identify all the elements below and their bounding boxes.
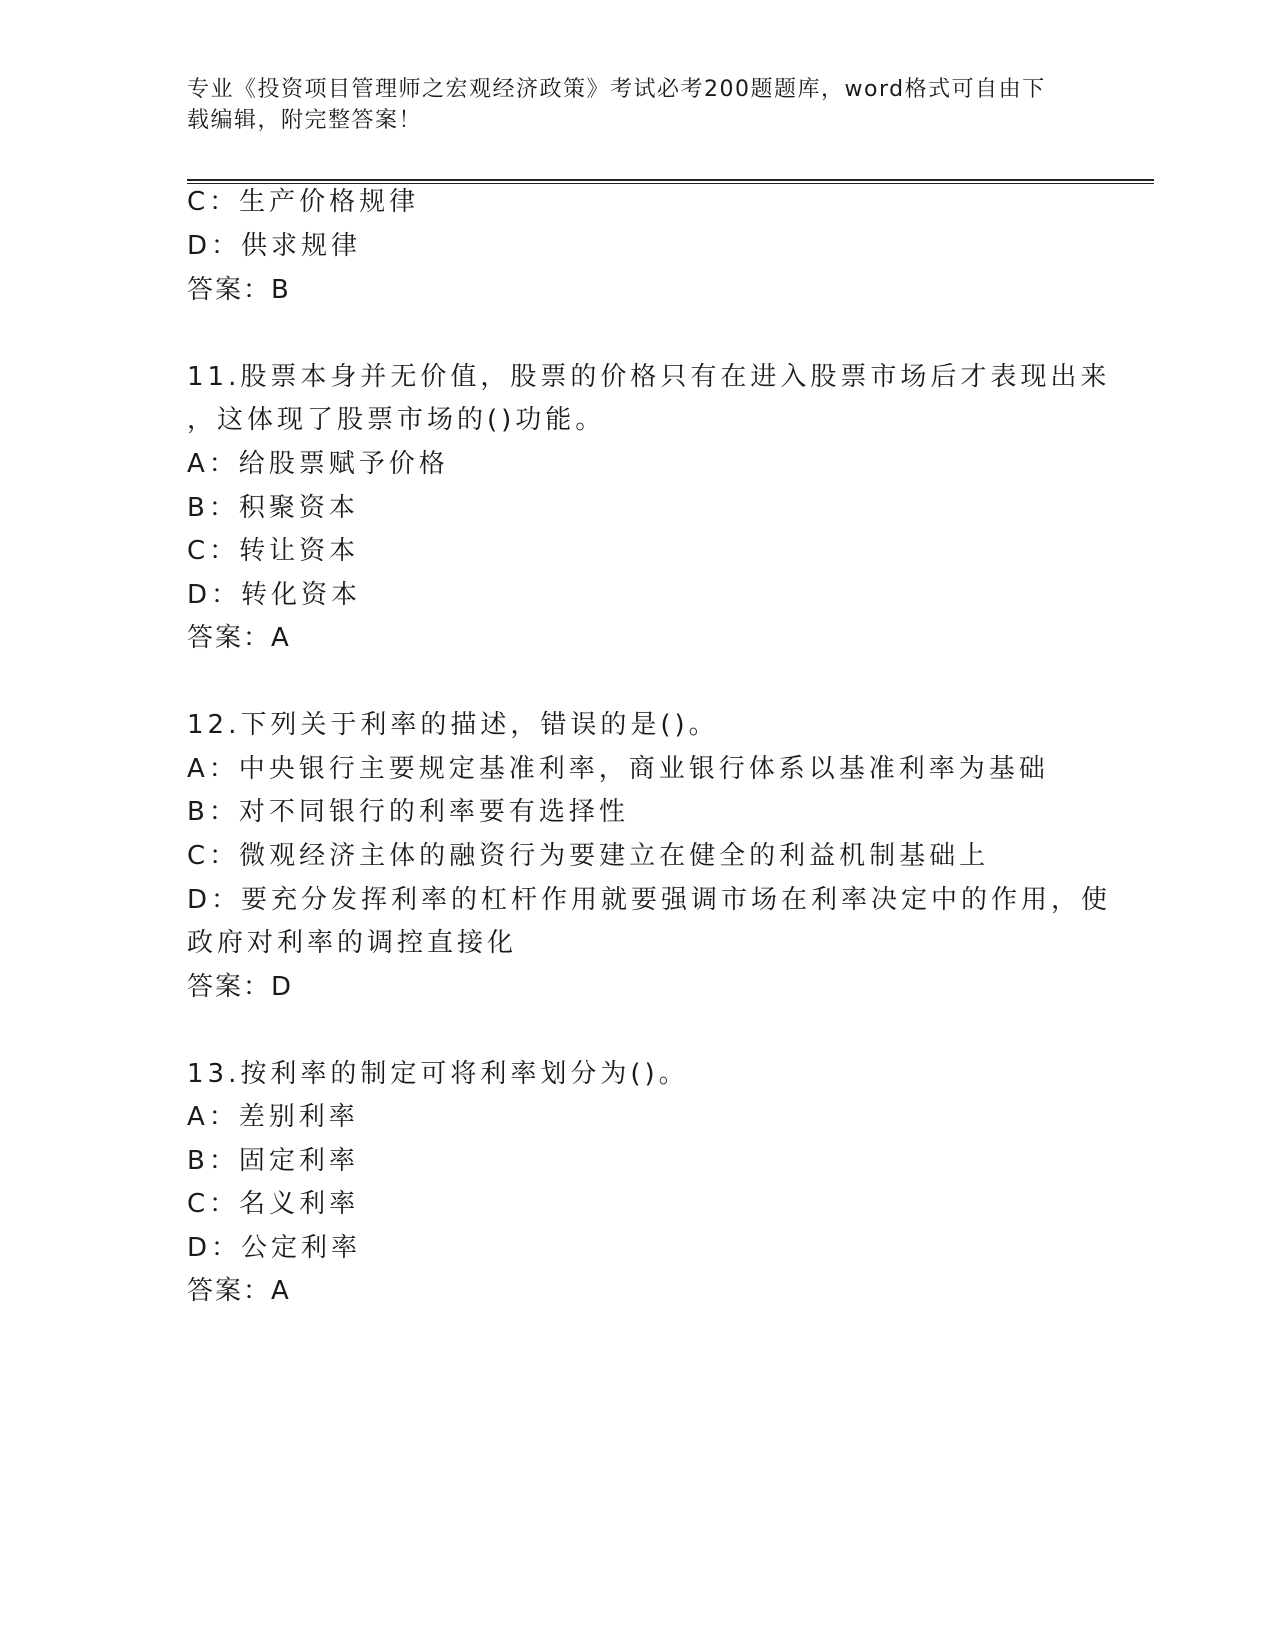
page-header-title: 专业《投资项目管理师之宏观经济政策》考试必考200题题库，word格式可自由下载编辑，附完整答案！	[187, 77, 1046, 133]
question-12-option-d: D：要充分发挥利率的杠杆作用就要强调市场在利率决定中的作用，使	[187, 885, 1112, 915]
question-11-option-c: C：转让资本	[187, 536, 360, 566]
question-13-stem: 13.按利率的制定可将利率划分为()。	[187, 1059, 689, 1089]
answer: 答案：B	[187, 275, 291, 305]
question-12-option-c: C：微观经济主体的融资行为要建立在健全的利益机制基础上	[187, 841, 990, 871]
question-11-option-b: B：积聚资本	[187, 493, 359, 523]
question-12-option-b: B：对不同银行的利率要有选择性	[187, 797, 629, 827]
question-13-option-b: B：固定利率	[187, 1146, 359, 1176]
question-12-option-a: A：中央银行主要规定基准利率，商业银行体系以基准利率为基础	[187, 754, 1049, 784]
question-13-option-a: A：差别利率	[187, 1102, 359, 1132]
question-13-option-c: C：名义利率	[187, 1189, 360, 1219]
question-11-stem: 11.股票本身并无价值，股票的价格只有在进入股票市场后才表现出来	[187, 362, 1111, 392]
question-12-stem: 12.下列关于利率的描述，错误的是()。	[187, 710, 719, 740]
question-11-stem-cont: ，这体现了股票市场的()功能。	[187, 405, 606, 435]
question-13-answer: 答案：A	[187, 1276, 291, 1306]
question-11-option-a: A：给股票赋予价格	[187, 449, 449, 479]
question-12-option-d-cont: 政府对利率的调控直接化	[187, 928, 518, 958]
header-divider-thick	[187, 179, 1154, 181]
option-c: C：生产价格规律	[187, 187, 420, 217]
option-d: D：供求规律	[187, 231, 362, 261]
question-13-option-d: D：公定利率	[187, 1233, 362, 1263]
question-11-option-d: D：转化资本	[187, 580, 362, 610]
header-divider-thin	[187, 183, 1154, 184]
question-11-answer: 答案：A	[187, 623, 291, 653]
question-12-answer: 答案：D	[187, 972, 294, 1002]
